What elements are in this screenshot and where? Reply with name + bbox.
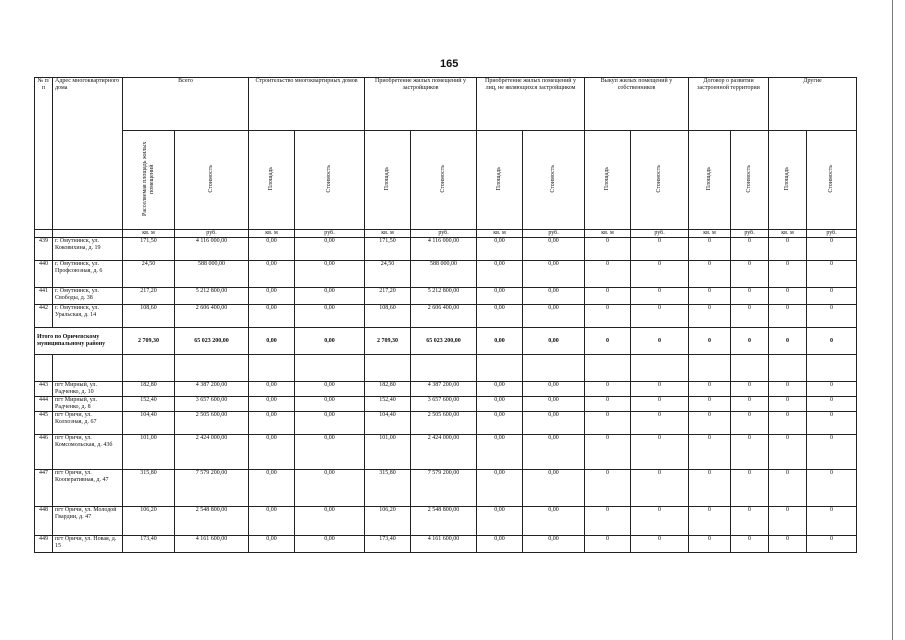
row-value: 0 [631,305,689,328]
row-value: 0,00 [295,397,365,412]
row-value: 0,00 [295,507,365,536]
row-value: 0 [769,288,807,305]
row-value: 0 [585,382,631,397]
total-value: 0 [769,328,807,355]
row-value: 171,50 [123,238,175,261]
row-value: 0 [631,288,689,305]
row-value: 0 [585,238,631,261]
total-value: 0 [585,328,631,355]
row-value: 2 424 000,00 [175,435,249,470]
row-value: 0 [689,288,731,305]
row-value: 4 116 000,00 [411,238,477,261]
total-value: 0 [731,328,769,355]
row-value: 152,40 [123,397,175,412]
total-value: 2 709,30 [365,328,411,355]
row-value: 0 [689,305,731,328]
total-value: 0,00 [477,328,523,355]
row-value: 0 [689,507,731,536]
row-value: 217,20 [365,288,411,305]
row-address: пгт Оричи, ул. Колхозная, д. 67 [53,412,123,435]
row-value: 3 657 600,00 [175,397,249,412]
row-value: 0,00 [249,397,295,412]
row-value: 0 [807,288,857,305]
row-value: 0 [585,305,631,328]
unit-label: кв. м [123,230,175,238]
table-row [35,507,857,536]
table-body-total [35,328,857,382]
spacer-cell [123,355,175,382]
row-address: г. Омутнинск, ул. Профсоюзная, д. 6 [53,261,123,288]
spacer-cell [731,355,769,382]
row-value: 2 505 600,00 [175,412,249,435]
unit-label: руб. [295,230,365,238]
row-address: пгт Оричи, ул. Молодой Гвардии, д. 47 [53,507,123,536]
row-number: 440 [35,261,53,288]
row-value: 108,60 [365,305,411,328]
row-value: 104,40 [365,412,411,435]
total-label: Итого по Оричевскому муниципальному району [35,328,123,355]
row-value: 0 [769,261,807,288]
row-value: 0 [769,382,807,397]
row-value: 0,00 [477,397,523,412]
row-value: 0 [585,261,631,288]
total-value: 0,00 [523,328,585,355]
page-edge-line [892,0,893,640]
row-value: 0 [689,382,731,397]
row-value: 104,40 [123,412,175,435]
row-value: 0,00 [249,470,295,507]
unit-label: кв. м [365,230,411,238]
row-value: 5 212 800,00 [411,288,477,305]
row-value: 0,00 [523,288,585,305]
header-subcolumn-label: Стоимость [550,164,557,193]
row-value: 7 579 200,00 [411,470,477,507]
header-subcolumn [411,131,477,230]
header-rowno: № п/п [35,78,53,230]
unit-label: кв. м [585,230,631,238]
unit-label: кв. м [249,230,295,238]
row-value: 0 [807,261,857,288]
row-value: 0,00 [295,238,365,261]
row-value: 0 [807,397,857,412]
row-value: 0,00 [523,382,585,397]
row-value: 0 [807,470,857,507]
header-subcolumn-label: Стоимость [208,164,214,193]
spacer-cell [411,355,477,382]
row-value: 0,00 [477,261,523,288]
row-value: 108,60 [123,305,175,328]
header-subcolumn [123,131,175,230]
row-address: г. Омутнинск, ул. Коковихина, д. 19 [53,238,123,261]
row-value: 0 [807,435,857,470]
spacer-cell [585,355,631,382]
row-value: 2 548 800,00 [411,507,477,536]
row-number: 446 [35,435,53,470]
row-value: 0,00 [477,536,523,553]
row-value: 182,80 [365,382,411,397]
unit-label: кв. м [769,230,807,238]
row-value: 0 [631,412,689,435]
header-subcolumn [365,131,411,230]
row-value: 2 424 000,00 [411,435,477,470]
row-number: 445 [35,412,53,435]
row-value: 0,00 [477,412,523,435]
row-value: 0 [585,435,631,470]
header-row-units [35,230,857,238]
header-row-groups [35,78,857,131]
row-value: 4 387 200,00 [411,382,477,397]
header-subcolumn [731,131,769,230]
header-subcolumn-label: Стоимость [440,164,447,193]
header-subcolumn-label: Стоимость [656,164,663,193]
row-value: 0 [731,238,769,261]
row-value: 0,00 [249,238,295,261]
row-value: 0 [769,238,807,261]
row-value: 0 [585,288,631,305]
total-value: 0,00 [249,328,295,355]
spacer-cell [631,355,689,382]
row-value: 588 000,00 [411,261,477,288]
row-value: 0 [631,397,689,412]
row-value: 152,40 [365,397,411,412]
header-subcolumn-label: Площадь [784,166,791,191]
table-row [35,435,857,470]
row-number: 444 [35,397,53,412]
row-value: 0 [689,435,731,470]
row-value: 0,00 [477,470,523,507]
row-value: 2 505 600,00 [411,412,477,435]
row-value: 182,80 [123,382,175,397]
row-value: 0 [631,470,689,507]
table-body-a [35,238,857,328]
header-subcolumn [689,131,731,230]
row-value: 171,50 [365,238,411,261]
unit-label: руб. [411,230,477,238]
header-group-purchase-developers: Приобретение жилых помещений у застройщиков [365,78,477,131]
total-value: 0 [631,328,689,355]
header-group-total: Всего [123,78,249,131]
row-value: 0,00 [523,435,585,470]
spacer-cell [807,355,857,382]
header-group-construction: Строительство многоквартирных домов [249,78,365,131]
row-value: 0,00 [249,382,295,397]
row-value: 2 606 400,00 [175,305,249,328]
header-address: Адрес многоквартирного дома [53,78,123,230]
header-subcolumn-label: Площадь [384,166,391,191]
row-value: 0 [769,470,807,507]
row-value: 0,00 [249,412,295,435]
header-subcolumn [585,131,631,230]
table-row [35,397,857,412]
row-value: 0,00 [249,261,295,288]
row-value: 0 [689,261,731,288]
header-subcolumn [295,131,365,230]
row-value: 217,20 [123,288,175,305]
row-value: 106,20 [123,507,175,536]
row-value: 4 161 600,00 [175,536,249,553]
spacer-cell [295,355,365,382]
row-value: 0,00 [523,397,585,412]
total-row [35,328,857,355]
row-value: 0 [631,536,689,553]
header-subcolumn [477,131,523,230]
row-value: 0,00 [523,412,585,435]
header-subcolumn-label: Площадь [604,166,611,191]
row-value: 0,00 [477,507,523,536]
row-value: 2 548 800,00 [175,507,249,536]
header-subcolumn [769,131,807,230]
row-value: 0 [769,412,807,435]
row-value: 101,00 [123,435,175,470]
table-row [35,261,857,288]
row-value: 0,00 [249,507,295,536]
row-value: 315,80 [123,470,175,507]
total-value: 0 [689,328,731,355]
header-subcolumn [523,131,585,230]
unit-label: кв. м [689,230,731,238]
header-subcolumn-label: Стоимость [326,164,332,193]
row-value: 106,20 [365,507,411,536]
page-number: 165 [440,58,459,70]
row-address: пгт Мирный, ул. Радченко, д. 10 [53,382,123,397]
row-value: 0,00 [523,261,585,288]
table-row [35,536,857,553]
row-value: 0,00 [295,305,365,328]
row-value: 4 387 200,00 [175,382,249,397]
row-address: пгт Оричи, ул. Новая, д. 15 [53,536,123,553]
row-value: 24,50 [365,261,411,288]
header-subcolumn-label: Площадь [706,166,713,191]
row-value: 0 [731,435,769,470]
row-number: 448 [35,507,53,536]
unit-label: руб. [731,230,769,238]
header-row-subcolumns [35,131,857,230]
row-value: 173,40 [365,536,411,553]
row-value: 2 606 400,00 [411,305,477,328]
row-number: 447 [35,470,53,507]
row-value: 0 [807,238,857,261]
row-address: г. Омутнинск, ул. Свободы, д. 38 [53,288,123,305]
row-value: 0 [585,412,631,435]
row-value: 0,00 [523,536,585,553]
spacer-cell [365,355,411,382]
row-value: 0 [807,382,857,397]
row-value: 0 [731,397,769,412]
spacer-cell [35,355,53,382]
row-value: 7 579 200,00 [175,470,249,507]
header-subcolumn-label: Расселяемая площадь жилых помещений [141,141,155,216]
row-value: 0 [689,238,731,261]
header-subcolumn-label: Стоимость [828,164,835,193]
unit-blank [35,230,53,238]
row-value: 101,00 [365,435,411,470]
row-value: 0,00 [249,536,295,553]
row-number: 439 [35,238,53,261]
row-value: 0 [731,261,769,288]
unit-label: руб. [523,230,585,238]
row-value: 0 [769,435,807,470]
header-group-buyout: Выкуп жилых помещений у собственников [585,78,689,131]
row-value: 0 [731,288,769,305]
row-value: 173,40 [123,536,175,553]
row-value: 0,00 [477,238,523,261]
table-row [35,238,857,261]
spacer-cell [689,355,731,382]
header-subcolumn-label: Площадь [496,166,503,191]
row-address: пгт Оричи, ул. Кооперативная, д. 47 [53,470,123,507]
row-address: г. Омутнинск, ул. Уральская, д. 14 [53,305,123,328]
total-value: 65 023 200,00 [411,328,477,355]
table-body-b [35,382,857,553]
total-value: 2 709,30 [123,328,175,355]
row-value: 0,00 [523,470,585,507]
row-address: пгт Оричи, ул. Комсомольская, д. 43б [53,435,123,470]
row-value: 0 [731,412,769,435]
row-value: 0,00 [295,435,365,470]
row-value: 0 [689,470,731,507]
row-value: 0 [731,305,769,328]
unit-label: руб. [807,230,857,238]
unit-label: руб. [175,230,249,238]
row-value: 3 657 600,00 [411,397,477,412]
header-subcolumn-label: Стоимость [746,164,753,193]
row-value: 315,80 [365,470,411,507]
table-row [35,382,857,397]
row-value: 0 [769,536,807,553]
row-value: 0,00 [295,288,365,305]
row-value: 0,00 [477,435,523,470]
table-row [35,470,857,507]
unit-label: кв. м [477,230,523,238]
row-value: 0 [585,397,631,412]
row-value: 0,00 [295,412,365,435]
row-value: 4 161 600,00 [411,536,477,553]
row-value: 0 [689,412,731,435]
table-row [35,412,857,435]
total-value: 0,00 [295,328,365,355]
row-value: 0 [807,536,857,553]
row-value: 5 212 800,00 [175,288,249,305]
row-value: 0 [807,305,857,328]
row-value: 0 [585,536,631,553]
table-row [35,305,857,328]
spacer-cell [477,355,523,382]
spacer-cell [523,355,585,382]
row-number: 449 [35,536,53,553]
spacer-cell [53,355,123,382]
row-value: 4 116 000,00 [175,238,249,261]
spacer-cell [249,355,295,382]
header-group-purchase-others: Приобретение жилых помещений у лиц, не являющихся застройщиком [477,78,585,131]
header-subcolumn [249,131,295,230]
unit-blank [53,230,123,238]
table-row [35,288,857,305]
row-value: 0 [631,238,689,261]
spacer-row [35,355,857,382]
row-value: 0,00 [295,382,365,397]
total-value: 65 023 200,00 [175,328,249,355]
unit-label: руб. [631,230,689,238]
row-value: 0,00 [295,470,365,507]
row-value: 0,00 [249,288,295,305]
row-value: 0 [731,507,769,536]
row-value: 0 [631,261,689,288]
total-value: 0 [807,328,857,355]
row-value: 0,00 [477,305,523,328]
header-subcolumn-label: Площадь [268,166,274,191]
row-value: 0 [631,435,689,470]
row-value: 0 [631,507,689,536]
row-value: 0,00 [523,507,585,536]
row-value: 0,00 [523,305,585,328]
header-subcolumn [807,131,857,230]
header-subcolumn [175,131,249,230]
row-value: 0,00 [295,261,365,288]
header-group-development-contract: Договор о развитии застроенной территории [689,78,769,131]
row-value: 0,00 [249,435,295,470]
row-value: 0,00 [477,382,523,397]
row-value: 0 [585,507,631,536]
row-value: 0 [689,397,731,412]
row-value: 588 000,00 [175,261,249,288]
row-value: 0 [769,507,807,536]
row-value: 0 [769,305,807,328]
row-value: 0 [807,412,857,435]
row-value: 0 [689,536,731,553]
row-number: 442 [35,305,53,328]
row-address: пгт Мирный, ул. Радченко, д. 8 [53,397,123,412]
resettlement-table [34,77,857,553]
header-group-other: Другие [769,78,857,131]
spacer-cell [769,355,807,382]
row-number: 441 [35,288,53,305]
row-value: 0 [585,470,631,507]
row-value: 0,00 [523,238,585,261]
row-value: 0,00 [295,536,365,553]
row-value: 0,00 [477,288,523,305]
row-value: 0 [731,470,769,507]
row-value: 0 [769,397,807,412]
row-value: 0 [731,536,769,553]
row-number: 443 [35,382,53,397]
header-subcolumn [631,131,689,230]
spacer-cell [175,355,249,382]
row-value: 0 [731,382,769,397]
row-value: 0 [807,507,857,536]
row-value: 0 [631,382,689,397]
row-value: 0,00 [249,305,295,328]
row-value: 24,50 [123,261,175,288]
